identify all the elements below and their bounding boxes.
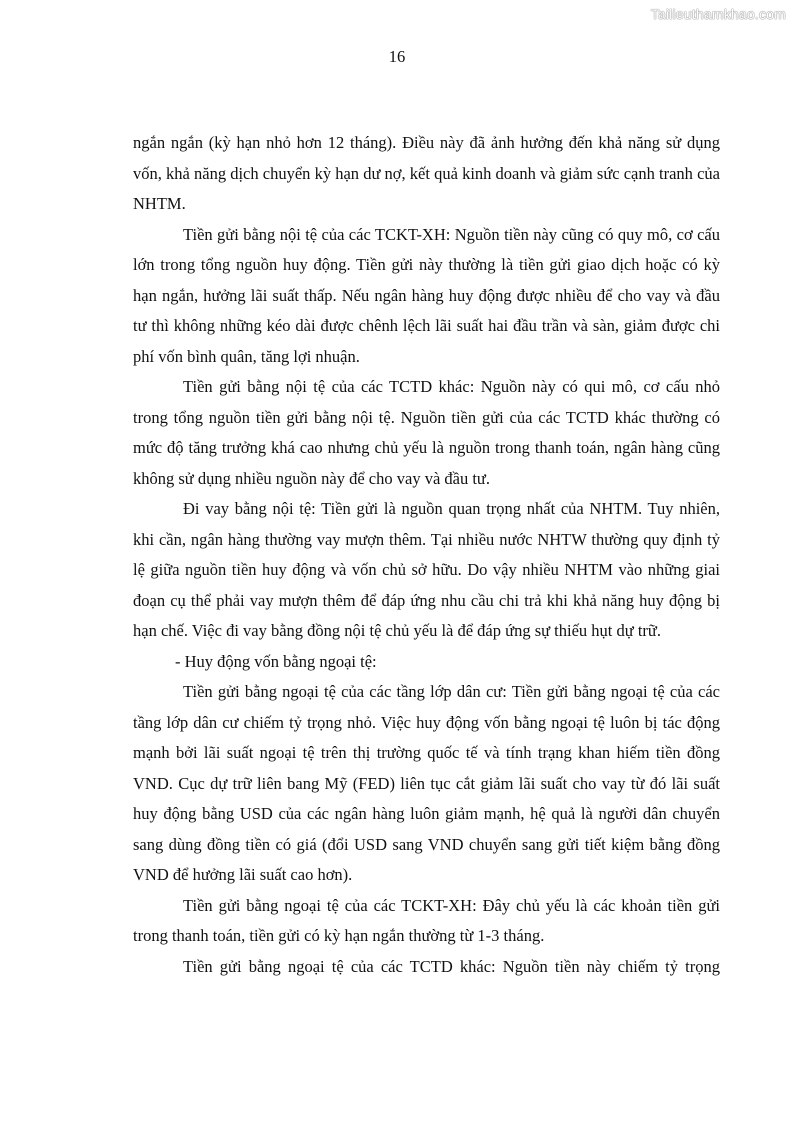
paragraph-foreign-deposits-tctd: Tiền gửi bằng ngoại tệ của các TCTD khác: Nguồn tiền này chiếm tỷ trọng bbox=[183, 956, 720, 976]
section-heading-foreign-currency: - Huy động vốn bằng ngoại tệ: bbox=[175, 651, 377, 671]
paragraph-foreign-deposits-residents: Tiền gửi bằng ngoại tệ của các tầng lớp dân cư: Tiền gửi bằng ngoại tệ của các tầng lớp dân cư chiếm tỷ trọng nhỏ. Việc huy động vốn bằng ngoại tệ luôn bị tác động mạnh bởi lãi suất ngoại tệ trên thị trường quốc tế và tính trạng khan hiếm tiền đồng VND. Cục dự trữ liên bang Mỹ (FED) liên tục cắt giảm lãi suất cho vay từ đó lãi suất huy động bằng USD của các ngân hàng luôn giảm mạnh, hệ quả là người dân chuyển sang dùng đồng tiền có giá (đổi USD sang VND chuyển sang gửi tiết kiệm bằng đồng VND để hưởng lãi suất cao hơn). bbox=[133, 682, 720, 884]
paragraph-deposits-tctd: Tiền gửi bằng nội tệ của các TCTD khác: Nguồn này có qui mô, cơ cấu nhỏ trong tổng nguồn tiền gửi bằng nội tệ. Nguồn tiền gửi của các TCTD khác thường có mức độ tăng trưởng khá cao nhưng chủ yếu là nguồn trong thanh toán, ngân hàng cũng không sử dụng nhiều nguồn này để cho vay và đầu tư. bbox=[133, 377, 720, 488]
document-body bbox=[133, 128, 720, 982]
watermark: Tailieuthamkhao.com bbox=[650, 6, 786, 22]
page-number: 16 bbox=[388, 47, 406, 66]
paragraph-deposits-tckt-xh: Tiền gửi bằng nội tệ của các TCKT-XH: Nguồn tiền này cũng có quy mô, cơ cấu lớn trong tổng nguồn huy động. Tiền gửi này thường là tiền gửi giao dịch hoặc có kỳ hạn ngắn, hưởng lãi suất thấp. Nếu ngân hàng huy động được nhiều để cho vay và đầu tư thì không những kéo dài được chênh lệch lãi suất hai đầu trần và sàn, giảm được chi phí vốn bình quân, tăng lợi nhuận. bbox=[133, 224, 720, 366]
paragraph-foreign-deposits-tckt-xh: Tiền gửi bằng ngoại tệ của các TCKT-XH: Đây chủ yếu là các khoản tiền gửi trong thanh toán, tiền gửi có kỳ hạn ngắn thường từ 1-3 tháng. bbox=[133, 895, 720, 945]
paragraph-domestic-borrowing: Đi vay bằng nội tệ: Tiền gửi là nguồn quan trọng nhất của NHTM. Tuy nhiên, khi cần, ngân hàng thường vay mượn thêm. Tại nhiều nước NHTW thường quy định tỷ lệ giữa nguồn tiền huy động và vốn chủ sở hữu. Do vậy nhiều NHTM vào những giai đoạn cụ thể phải vay mượn thêm để đáp ứng nhu cầu chi trả khi khả năng huy động bị hạn chế. Việc đi vay bằng đồng nội tệ chủ yếu là để đáp ứng sự thiếu hụt dự trữ. bbox=[133, 499, 720, 640]
paragraph-continuation: ngắn ngắn (kỳ hạn nhỏ hơn 12 tháng). Điều này đã ảnh hưởng đến khả năng sử dụng vốn, khả năng dịch chuyển kỳ hạn dư nợ, kết quả kinh doanh và giảm sức cạnh tranh của NHTM. bbox=[133, 133, 720, 213]
